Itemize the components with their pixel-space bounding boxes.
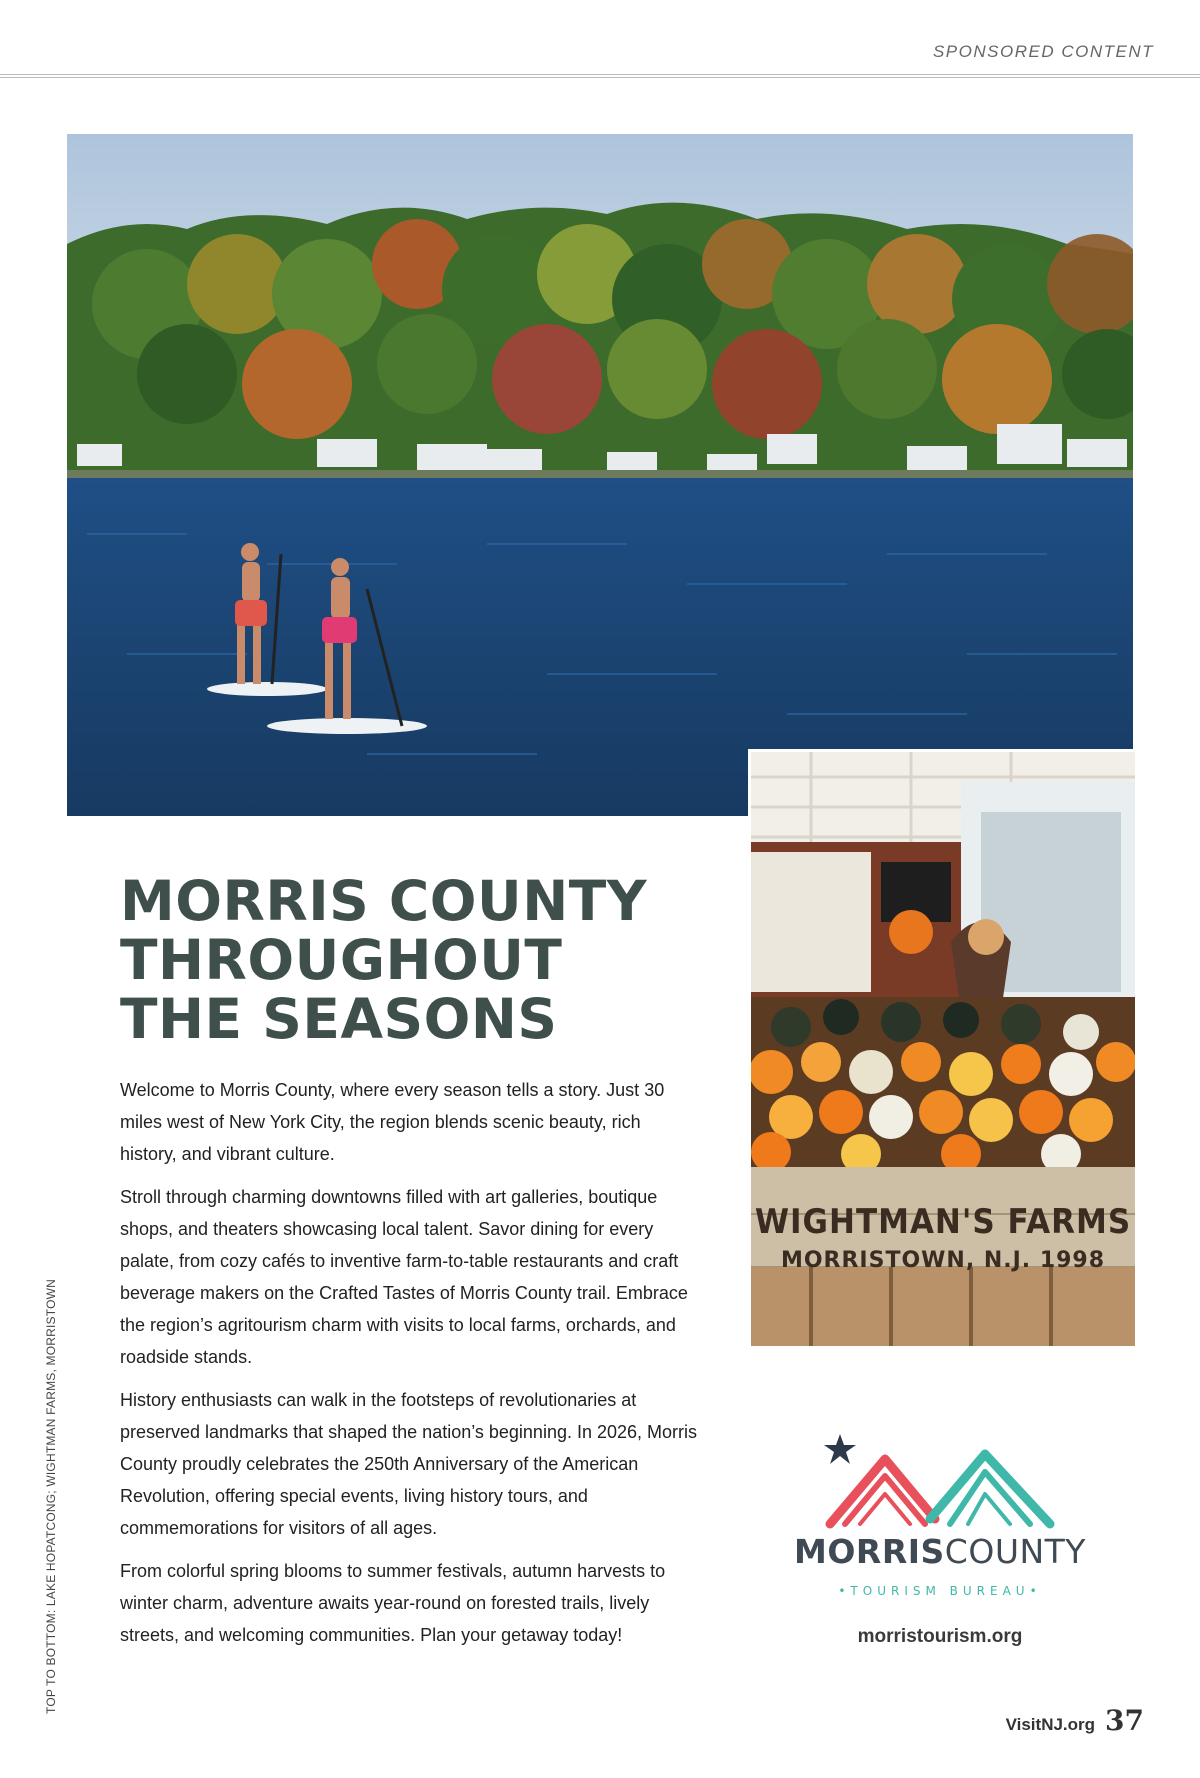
paragraph-downtowns: Stroll through charming downtowns filled with art galleries, boutique shops, and theaters showcasing local talent. Savor dining for every palate, from cozy cafés to inventive farm-to-table restaurants and craft beverage makers on the Crafted Tastes of Morris County trail. Embrace the region’s agritourism charm with visits to local farms, orchards, and roadside stands. bbox=[120, 1187, 688, 1367]
paragraph-history: History enthusiasts can walk in the footsteps of revolutionaries at preserved landmarks that shaped the nation’s beginning. In 2026, Morris County proudly celebrates the 250th Anniversary of the American Revolution, offering special events, living history tours, and commemorations for visitors of all ages. bbox=[120, 1390, 698, 1538]
morris-county-tourism-logo bbox=[790, 1424, 1090, 1604]
sponsored-content-label: SPONSORED CONTENT bbox=[932, 42, 1154, 61]
logo-subtitle: •TOURISM BUREAU• bbox=[838, 1584, 1042, 1598]
header-rule-secondary bbox=[0, 77, 1200, 78]
footer-site[interactable]: VisitNJ.org bbox=[1005, 1715, 1096, 1734]
logo-mountains-icon bbox=[790, 1424, 1090, 1534]
paragraph-intro: Welcome to Morris County, where every season tells a story. Just 30 miles west of New York City, the region blends scenic beauty, rich history, and vibrant culture. bbox=[120, 1080, 665, 1164]
article-headline bbox=[120, 869, 720, 1051]
photo-credit: TOP TO BOTTOM: LAKE HOPATCONG; WIGHTMAN FARMS, MORRISTOWN bbox=[44, 1279, 58, 1714]
tourism-website-link[interactable]: morristourism.org bbox=[857, 1626, 1023, 1647]
headline-line-1: MORRIS COUNTY bbox=[120, 869, 648, 933]
article-body bbox=[120, 1074, 700, 1662]
headline-line-3: THE SEASONS bbox=[120, 987, 558, 1051]
header-rule bbox=[0, 74, 1200, 75]
logo-name-bold: MORRIS bbox=[794, 1532, 945, 1571]
headline-line-2: THROUGHOUT bbox=[120, 928, 563, 992]
logo-name-light: COUNTY bbox=[944, 1532, 1086, 1571]
farm-stand-photo bbox=[748, 749, 1138, 1349]
farm-sign-name: WIGHTMAN'S FARMS bbox=[754, 1202, 1132, 1242]
page-footer bbox=[1006, 1704, 1144, 1737]
lake-photo bbox=[67, 134, 1133, 816]
page-number: 37 bbox=[1105, 1704, 1144, 1737]
farm-sign-location: MORRISTOWN, N.J. 1998 bbox=[780, 1248, 1106, 1273]
paragraph-seasons: From colorful spring blooms to summer festivals, autumn harvests to winter charm, adventure awaits year-round on forested trails, lively streets, and welcoming communities. Plan your getaway today! bbox=[120, 1561, 666, 1645]
logo-wordmark bbox=[790, 1532, 1090, 1571]
